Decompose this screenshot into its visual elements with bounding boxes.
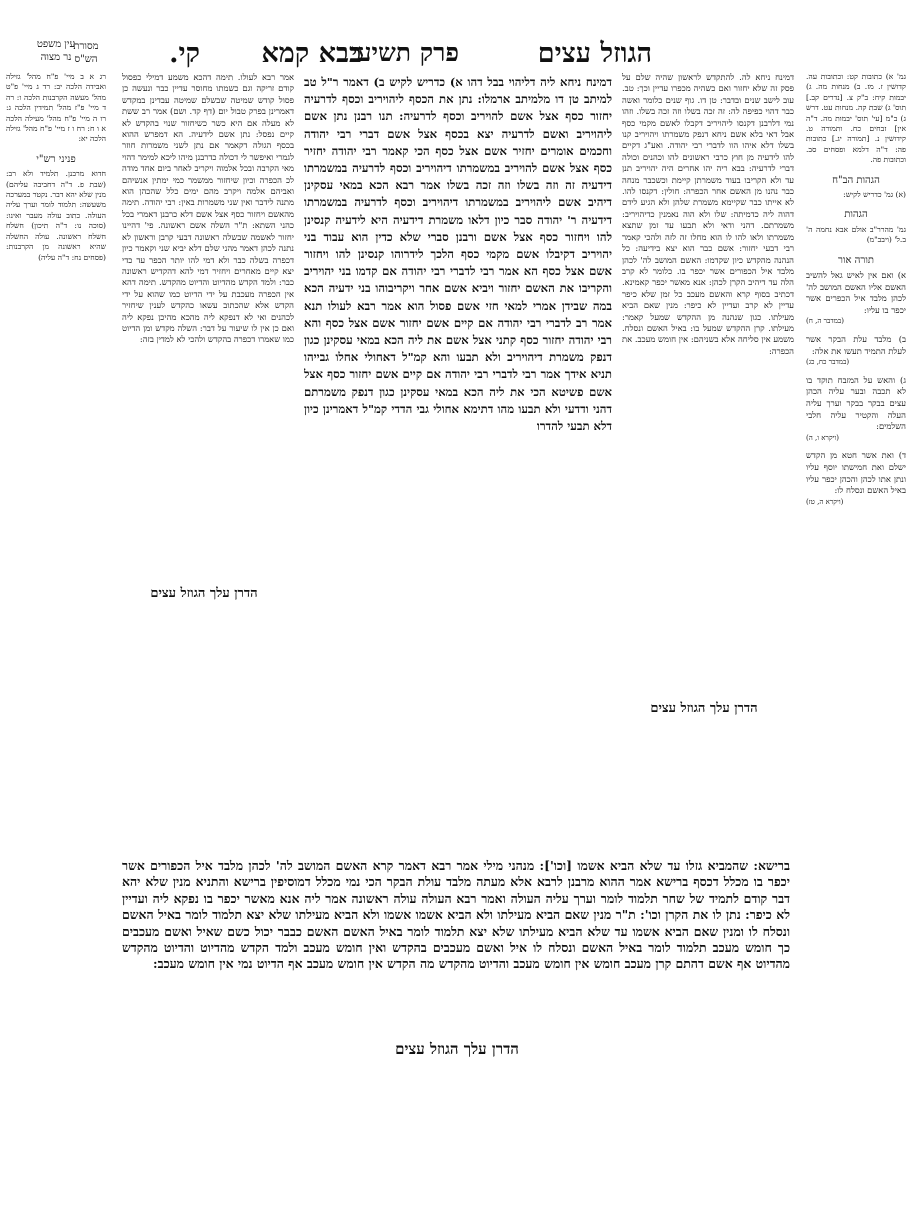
- gemara-bottom-text: [122, 858, 790, 973]
- verse-text: ב) מלבד עלת הבקר אשר לעלת התמיד תעשו את אלה:: [806, 334, 906, 356]
- folio-number: קי.: [169, 38, 200, 69]
- tractate-title: בבא קמא: [261, 38, 362, 69]
- gemara-hadran: הדרן עלך הגוזל עצים: [395, 1040, 519, 1058]
- masoret-text: גמ' א) כתובות קט: וכתובות עה. קדושין ז. מז. ב) מנחות מה. ג) יבמות קיח: ב"ק צ. [נדרים קב.] תוס' ג) שבת קה. מנחות עט. דרש ג) ב"מ [עי' תוס' יבמות מה. ד"ה אין] זבחים כח. ותמורה ט. קידושין נ. [תמורה יג.] כתובות פה: ד"ה דלמא ופסחים סב. וכתובות פה.: [806, 72, 906, 165]
- torah-or-verse: [806, 334, 906, 369]
- torah-or-verse: [806, 375, 906, 445]
- rashi-text: דמינח ניחא לה. להתקדש לראשון שהיה שלם על פסק זה שלא יחזור ואם כשהיה מכפרו עדיין וכך: טב. עוב לישב שנים ובדבר: טן דו. גוף שנים כלומר ואשה כבר דהוי כפיפה לה: זה זכה בשלו וזה זכה בשלו. וזהו נמי דלרבנן דקנסו ליהויריב דקבלו לאשם מקמי כסף אבל דאי בלא אשם ניחא דנפק משמרתו ויהויריב קנו בשלו דלא איהו הוו לדברי רבי יהודה. ואע"ג דקיים להו לידעיה מן חוץ כרבי ראשונים להו וכהנים וכולה דברי לדרעיה: בבא ריה יהו אחרים היה יהויריב תנן עד ולא הקריבו בעוד משמרתן קיימת וכשכבר מנחה כבר נהנו מן האשם אחר הכפרה: חולין: דקנסו להו. לא אייתו כבר שקיימא משמרת שלהן ולא הגיע לידם דהוה ליה כדמיתה: שלו ולא הוה נאמנין כדיהויריב: משמרתם. דהני ודאי ולא תבעו עד זמן שתצא משמרתו ולאו להו לו הוא מחלו זה לזה ולהכי קאמר רבי דבעי יחזור: אשם כבר הוא יצא בידיעה: כל הנהנה מהקדש כיון שקדמו: האשם המושב לה' לכהן מלבד איל הכפורים אשר יכפר בו. כלומר לא קרב הלה עד דיהיב הקרן לכהן: אנא מאשר יכפר קאמינא. דכתיב בסוף קרא והאשם מעכב כל זמן שלא כיפר עדיין לא קרב ועדיין לא כיפר: מנין שאם הביא מעילתו. כגון שנהנה מן ההקדש שמעל קאמר: מעילתו. קרן ההקדש שמעל בו: באיל האשם ונסלח. משמע אין סליחה אלא בשניהם: אין חומש מעכב. את הכפרה:: [622, 72, 794, 356]
- masoret-label-line2: הש"ס: [74, 54, 98, 65]
- verse-ref: (ויקרא ו, ה): [806, 433, 839, 442]
- verse-ref: (במדבר ה, ח): [806, 317, 845, 326]
- ein-mishpat-label: [14, 38, 98, 64]
- masoret-label-line1: מסורת: [73, 41, 99, 52]
- hagahot-bach-title: הגהות הב"ח: [832, 174, 880, 186]
- hagahot-bach-text: (א) גמ' כדריש לקיש:: [843, 190, 906, 200]
- hagahot-text: גמ' מהרר"ב אולם אבא נחמה ה' ב.ל' (ויבב"מ): [806, 224, 906, 245]
- pnei-rashi-title: פניני רש"י: [36, 153, 76, 165]
- rashi-hadran: הדרן עלך הגוזל עצים: [650, 701, 758, 716]
- gemara-bottom-paragraph: ברישא: שהמביא גזלו עד שלא הביא אשמו [וכו']: מנהני מילי אמר רבא דאמר קרא האשם המושב לה' לכהן מלבד איל הכפורים אשר יכפר בו מכלל דכסף ברישא אמר ההוא מרבנן לרבא אלא מעתה מלבד עולת הבקר הכי נמי מכלל דמוסיפין ברישא והתניא מנין שלא יהא דבר קודם לתמיד של שחר תלמוד לומר וערך עליה העולה ואמר רבא העולה עולה ראשונה אמר ליה אנא מאשר יכפר בו נפקא ליה ועדיין לא כיפר: נתן לו את הקרן וכו': ת"ר מנין שאם הביא מעילתו ולא הביא אשמו אשמו ולא הביא מעילתו שלא יצא תלמוד לומר באיל האשם ונסלח לו ומנין שאם הביא אשמו עד שלא הביא מעילתו שלא יצא תלמוד לומר באיל האשם האשם כבבר יכול כשם שאיל ואשם מעכבים כך חומש מעכב תלמוד לומר באיל האשם ונסלח לו איל ואשם מעכבים בהקדש ואין חומש מעכב ולמד הקדש מהדיוט והדיוט מהקדש מהדיוט אף אשם דהתם קרן מעכב חומש אין חומש מעכב והדיוט מהקדש מה הקדש אין חומש מעכב אף הדיוט נמי אין חומש מעכב:: [122, 858, 790, 972]
- left-margin: [6, 72, 106, 532]
- verse-ref: (ויקרא ה, טז): [806, 497, 844, 506]
- right-margin: [806, 72, 906, 792]
- hagahot-title: הגהות: [844, 209, 868, 221]
- ein-mishpat-text: רג א ב מיי' פ"ח מהל' גזילה ואבידה הלכה יב: רד ג מיי' פ"ט מהל' מעשה הקרבנות הלכה ו: רה ד מיי' פ"ז מהל' תמידין הלכה ג: רו ה מיי' פ"ח מהל' מעילה הלכה א ו ח: רח ו ז מיי' פ"ח מהל' גזילה הלכה יא:: [6, 72, 106, 144]
- torah-or-verse: [806, 450, 906, 508]
- verse-text: א) ואם אין לאיש גאל להשיב האשם אליו האשם המושב לה' לכהן מלבד איל הכפרים אשר יכפר בו עליו:: [806, 270, 906, 315]
- gemara-text: [304, 74, 612, 614]
- gemara-continuation-upper: [312, 622, 780, 850]
- ein-mishpat-label-line1: עין משפט: [36, 39, 76, 50]
- chapter-number-title: פרק תשיעי: [350, 38, 459, 67]
- ein-mishpat-label-line2: נר מצוה: [40, 52, 72, 63]
- verse-ref: (במדבר כח, כג): [806, 358, 850, 367]
- torah-or-title: תורה אור: [838, 254, 874, 266]
- gemara-paragraph: דמינח ניחא ליה דליהוי בבל דהו א) כדריש לקיש ב) דאמר ר"ל טב למיתב טן דו מלמיתב ארמלו: נתן את הכסף ליהויריב וכסף לדרעיה יחזור כסף אצל אשם להויריב וכסף לדרעיה: תנו רבנן נתן אשם ליהויריב ואשם לדרעיה יצא בכסף אצל אשם דברי רבי יהודה וחכמים אומרים יחזיר אשם אצל כסף הכי קאמר רבי יהודה יחזיר כסף אצל אשם להויריב במשמרתו דיהויריב וכסף לדרעיה במשמרתו דידעיה זה וזה בשלו וזה זכה בשלו אמר רבא הכא במאי עסקינן דיהיב אשם ליהויריב במשמרתו דיהויריב וכסף לדרעיה במשמרתו דידעיה ר' יהודה סבר כיון דלאו משמרת דידעיה היא לידעיה קנסינן להו ויחזור כסף אצל אשם ורבנן סברי שלא כדין הוא עבוד בני יהויריב דקיבלו אשם מקמי כסף הלכך לידרוהו קנסינן להו ויחזור אשם אצל כסף הא אמר רבי לדברי רבי יהודה אם קדמו בני יהויריב והקריבו את האשם יחזור ויביא אשם אחר ויקריבוהו בני ידעיה הכא במה שבידן אמרי למאי חזי אשם פסול הוא אמר רבא לעולו תנא אמר רב לדברי רבי יהודה אם קיים אשם יחזור אשם אצל כסף והא רבי יהודה יחזור כסף קתני אצל אשם את ליה הכא במאי עסקינן כגון דנפק משמרת דיהויריב ולא תבעו והא קמ"ל דאחולי אחלו גבייהו תניא אידך אמר רבי לדברי רבי יהודה אם קיים אשם יחזור כסף אצל אשם פשיטא הכי את ליה הכא במאי עסקינן כגון דנפק משמרתם דהני ודדעי ולא תבעו מהו דתימא אחולי גבי הדדי קמ"ל דאמרינן כיון דלא תבעי להדרו: [304, 75, 612, 434]
- pnei-rashi-text: חדוא מרבנן. תלמיד ולא רב: (שבת פ. ד"ה דחביבה עליהם) מנין שלא יהא דבר. נקטר במערכה משעשה: תלמוד לומר וערך עליה העולה. כתוב עולה מעבר ואינו: (סוכה נו: ד"ה תיכון) חשלח חשלח ראשונה. עולה החשלה שהיא ראשונה מן הקרבנות: (פסחים נח: ד"ה עליה): [6, 169, 106, 262]
- tosafot-commentary: [122, 72, 294, 580]
- verse-text: ד) ואת אשר חטא מן הקדש ישלם ואת חמישתו יוסף עליו ונתן אתו לכהן והכהן יכפר עליו באיל האשם ונסלח לו:: [806, 450, 906, 496]
- chapter-name-title: הגוזל עצים: [537, 38, 652, 69]
- tosafot-hadran: הדרן עלך הגוזל עצים: [150, 586, 258, 601]
- rashi-commentary: [622, 72, 794, 650]
- torah-or-verse: [806, 270, 906, 328]
- verse-text: ג) והאש על המזבח תוקד בו לא תכבה ובער עליה הכהן עצים בבקר בבקר וערך עליה העלה והקטיר עליה חלבי השלמים:: [806, 374, 906, 432]
- tosafot-text: אמר רבא לעולו. תימה דהכא משמע דמילי כפסול קודם זריקה וגם כשמתו מחוסר עדיין כבר ונעשה כן פסול קודש שמיטה שבשלם שמיטה עבדינן במקדש דאמרינן בפרק טבול יום (דף קד. ושם) אמר רב ששת לא מעלה אם היא כשר כשיחזור שנוי בהקדש לא קיים נפסל: נתן אשם לידעיה. הא דמפרש ההוא בכסף הגולה דקאמר אם נתן לשני משמרות חוזר לגמרי ואיפשר לי דכולה כדרבנן מיהו ליכא למימר דהוי מאי הקרבה ובכל אלמוה ויקריב לאחר ביום אחד מודה לכ הכפרה וכיון שיחזור ממשמר כמי ימתין אנשיהם ואביהם אלמה ויקרב מהם ימים כלל שהכהן הוא מתנה לידבר ואין שני משמרות באין: רבי יהודה. תימה מהאשם ויחזור כסף אצל אשם דלא כרבנן דאמרי בכל כהני השתא: ת"ר השלה אשם ראשונה. פי' דהיינו יחזור לאשמה שבשלה ראשונה דבעי קרבן וראשון לא נתנה לכהן דאמר מהני שלם דלא יביא שני וקאמר כיון דכפרה בשלה כבר ולא דמי להו יותר הכפר עד כדי יצא קיים מאחרים ויחזיר דמי להא דהקדיש ראשונה כבר: ולמד הקדש מהדיוט והדיוט מהקדש. תימה דהא אין הכפרה מעכבת על ידי הדיוט כמו שהוא על ידי הקדש אלא שהכתוב עשאו כהקדש לענין שיחזיר לכהנים ואי לא דנפקא ליה מהכא מהיכן נפקא ליה ואם כן אין לו שיעור על דבר: השלה מקדש ומן הדיוט כמו שאמרו דכפרה בהקדש ולהכי לא למדין בזה:: [122, 72, 294, 345]
